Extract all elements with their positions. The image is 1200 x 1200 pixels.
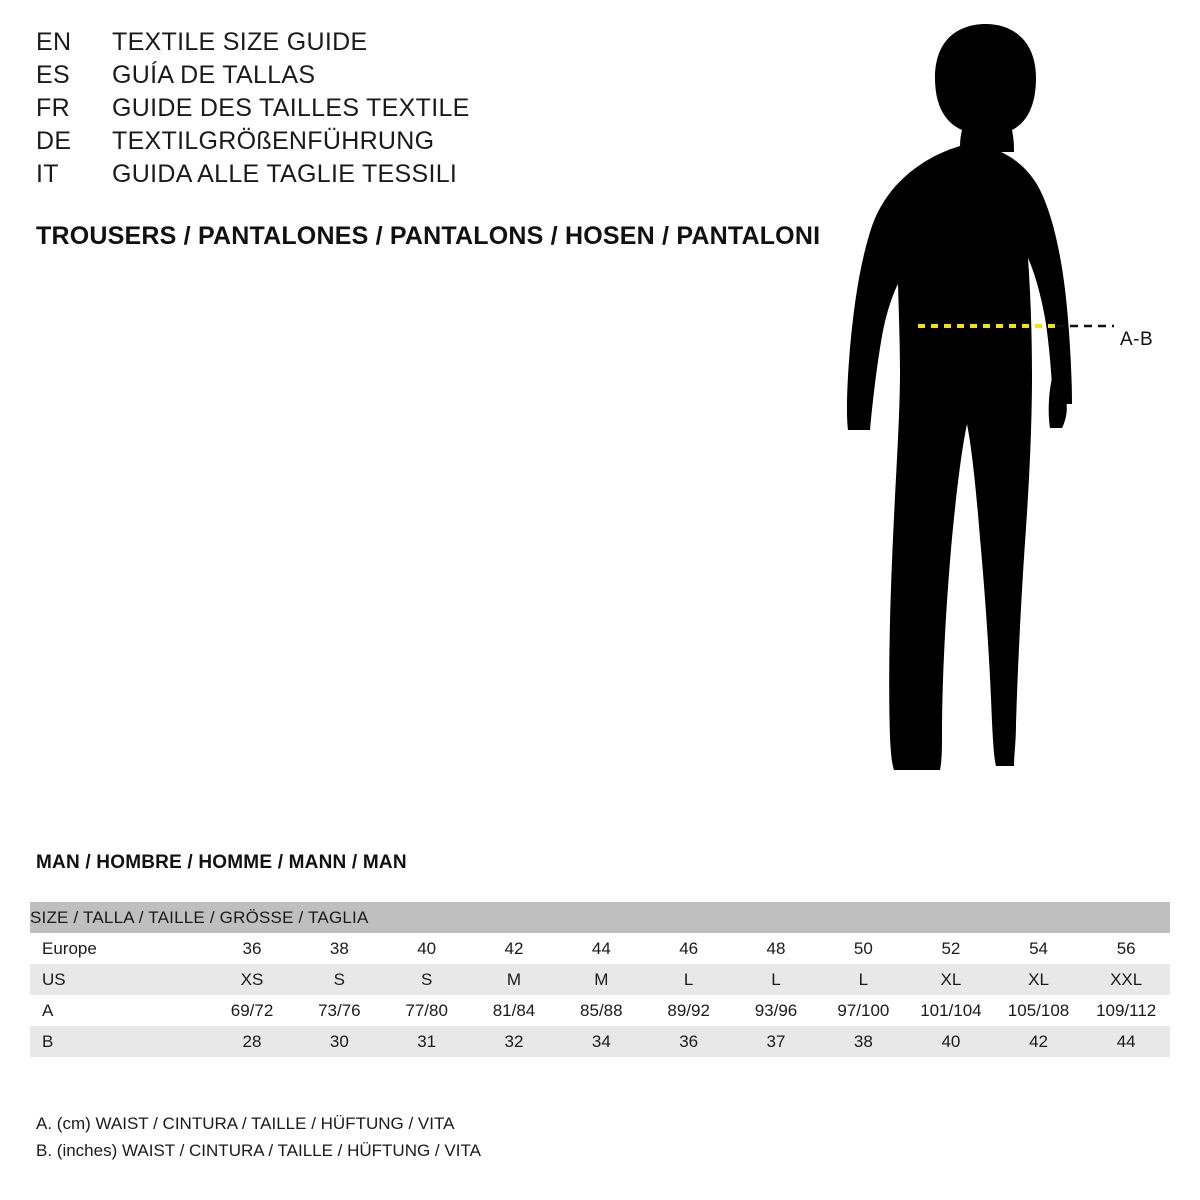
table-cell: 73/76 [296, 995, 383, 1026]
table-cell: 85/88 [558, 995, 645, 1026]
measurement-label-ab: A-B [1120, 329, 1154, 350]
table-cell: 48 [732, 933, 819, 964]
size-table-wrapper [30, 902, 1170, 1057]
table-cell: 56 [1082, 933, 1170, 964]
table-cell: 36 [208, 933, 295, 964]
table-cell: S [296, 964, 383, 995]
table-cell: S [383, 964, 470, 995]
language-row [36, 127, 796, 160]
language-row [36, 160, 796, 193]
language-code: ES [36, 61, 70, 89]
table-cell: 77/80 [383, 995, 470, 1026]
row-label: Europe [30, 933, 208, 964]
table-cell: 69/72 [208, 995, 295, 1026]
language-row [36, 28, 796, 61]
table-cell: L [820, 964, 907, 995]
footnote-a: A. (cm) WAIST / CINTURA / TAILLE / HÜFTUNG / VITA [36, 1114, 455, 1133]
language-code: IT [36, 160, 59, 188]
table-row [30, 995, 1170, 1026]
table-cell: L [645, 964, 732, 995]
table-cell: 28 [208, 1026, 295, 1057]
table-cell: M [558, 964, 645, 995]
garment-type-title: TROUSERS / PANTALONES / PANTALONS / HOSEN / PANTALONI [36, 222, 821, 250]
table-cell: 30 [296, 1026, 383, 1057]
table-cell: 40 [383, 933, 470, 964]
table-cell: 109/112 [1082, 995, 1170, 1026]
table-cell: 46 [645, 933, 732, 964]
size-table [30, 902, 1170, 1057]
language-list [36, 28, 796, 193]
table-cell: 38 [820, 1026, 907, 1057]
table-row [30, 964, 1170, 995]
table-cell: 93/96 [732, 995, 819, 1026]
table-cell: XL [995, 964, 1083, 995]
table-row [30, 933, 1170, 964]
language-row [36, 61, 796, 94]
table-cell: 101/104 [907, 995, 995, 1026]
table-cell: 38 [296, 933, 383, 964]
table-cell: L [732, 964, 819, 995]
language-title: TEXTILGRÖßENFÜHRUNG [112, 127, 435, 155]
row-label: A [30, 995, 208, 1026]
table-row [30, 1026, 1170, 1057]
table-cell: 54 [995, 933, 1083, 964]
table-cell: M [470, 964, 557, 995]
table-cell: 34 [558, 1026, 645, 1057]
table-cell: XXL [1082, 964, 1170, 995]
footnote-b: B. (inches) WAIST / CINTURA / TAILLE / HÜFTUNG / VITA [36, 1141, 481, 1160]
language-title: GUIDE DES TAILLES TEXTILE [112, 94, 470, 122]
table-cell: 97/100 [820, 995, 907, 1026]
figure-illustration [800, 18, 1200, 808]
footnotes [36, 1110, 481, 1164]
language-code: DE [36, 127, 72, 155]
table-cell: 105/108 [995, 995, 1083, 1026]
table-cell: 81/84 [470, 995, 557, 1026]
row-label: US [30, 964, 208, 995]
language-title: GUIDA ALLE TAGLIE TESSILI [112, 160, 458, 188]
language-title: TEXTILE SIZE GUIDE [112, 28, 368, 56]
table-cell: 44 [1082, 1026, 1170, 1057]
language-row [36, 94, 796, 127]
language-code: FR [36, 94, 70, 122]
table-cell: XS [208, 964, 295, 995]
table-cell: 36 [645, 1026, 732, 1057]
table-cell: 37 [732, 1026, 819, 1057]
table-section-title: MAN / HOMBRE / HOMME / MANN / MAN [36, 852, 407, 873]
table-header-label: SIZE / TALLA / TAILLE / GRÖSSE / TAGLIA [30, 902, 1170, 933]
table-cell: 42 [995, 1026, 1083, 1057]
table-cell: 40 [907, 1026, 995, 1057]
table-cell: 89/92 [645, 995, 732, 1026]
table-cell: 42 [470, 933, 557, 964]
table-cell: 52 [907, 933, 995, 964]
row-label: B [30, 1026, 208, 1057]
language-title: GUÍA DE TALLAS [112, 61, 316, 89]
table-header-row [30, 902, 1170, 933]
language-code: EN [36, 28, 72, 56]
man-silhouette-icon [800, 18, 1200, 808]
table-cell: 31 [383, 1026, 470, 1057]
table-cell: 50 [820, 933, 907, 964]
table-cell: 32 [470, 1026, 557, 1057]
table-cell: XL [907, 964, 995, 995]
table-cell: 44 [558, 933, 645, 964]
